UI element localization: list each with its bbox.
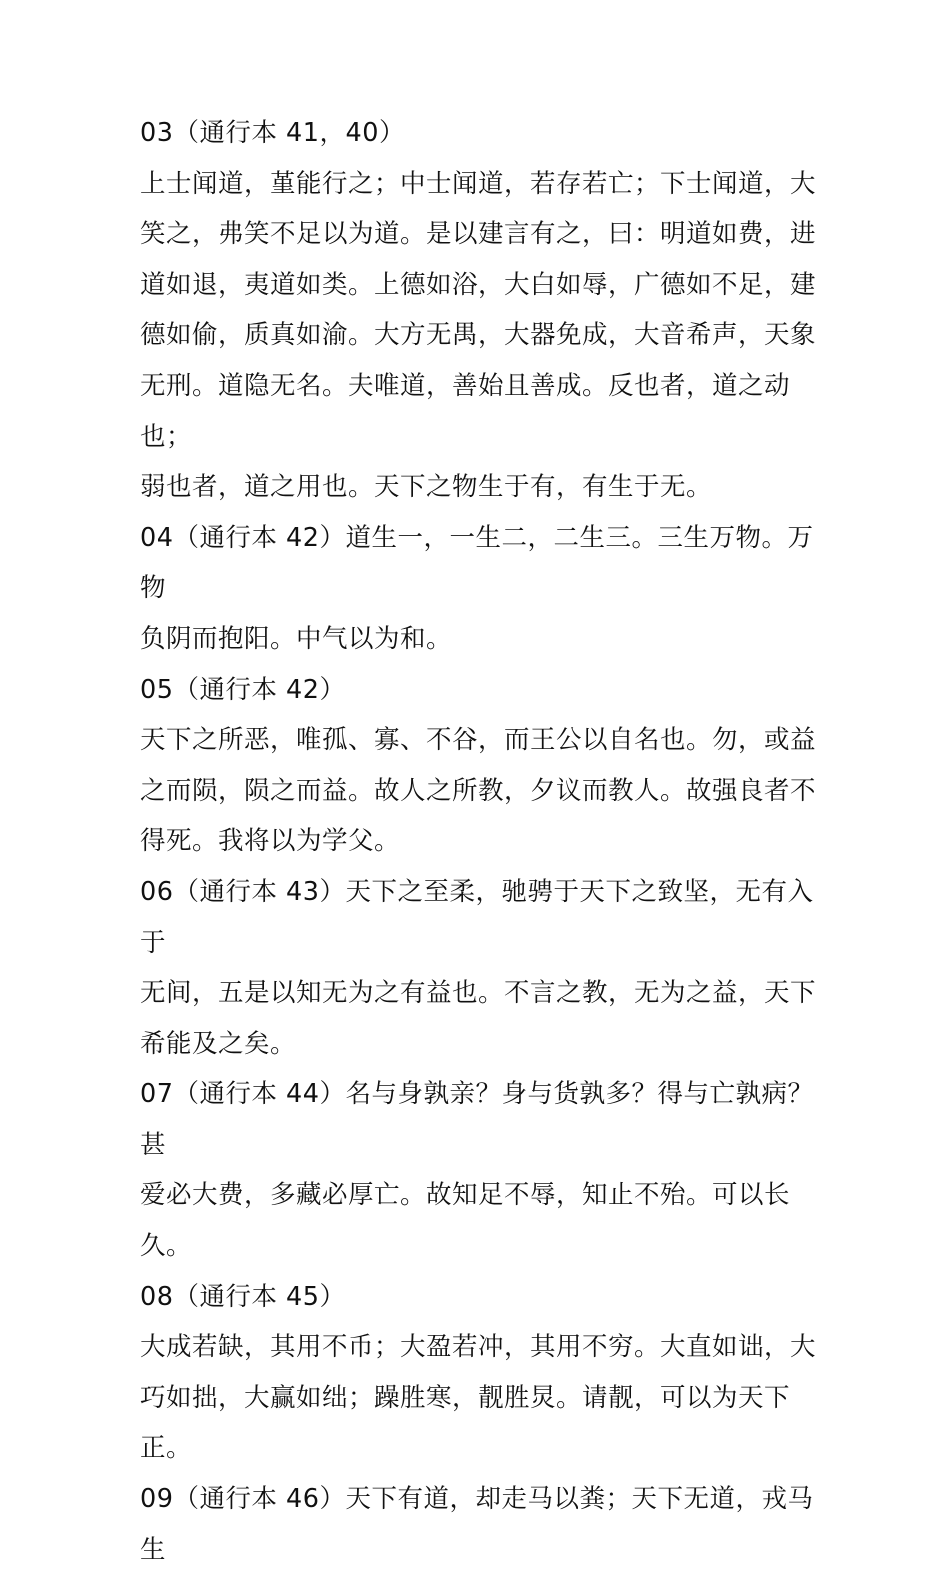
section-text-03: 上士闻道，堇能行之；中士闻道，若存若亡；下士闻道，大 笑之，弗笑不足以为道。是以建言有之，曰：明道如费，进 道如退，夷道如类。上德如浴，大白如辱，广德如不足，建 德如偷，质真如渝。大方无禺，大器免成，大音希声，天象 无刑。道隐无名。夫唯道，善始且善成。反也者，道之动也； 弱也者，道之用也。天下之物生于有，有生于无。 — [140, 168, 817, 503]
section-heading-03: 03（通行本 41，40） — [140, 118, 405, 148]
section-text-08: 大成若缺，其用不币；大盈若冲，其用不穷。大直如诎，大 巧如拙，大赢如绌；躁胜寒，靓胜炅。请靓，可以为天下正。 — [140, 1332, 817, 1464]
section-text-06: 06（通行本 43）天下之至柔，驰骋于天下之致坚，无有入于 无间，五是以知无为之有益也。不言之教，无为之益，天下 希能及之矣。 — [140, 876, 817, 1059]
section-text-09: 09（通行本 46）天下有道，却走马以粪；天下无道，戎马生 — [140, 1484, 814, 1565]
section-text-04: 04（通行本 42）道生一，一生二，二生三。三生万物。万物 负阴而抱阳。中气以为和。 — [140, 522, 814, 654]
section-text-05: 天下之所恶，唯孤、寡、不谷，而王公以自名也。勿，或益 之而陨，陨之而益。故人之所教，夕议而教人。故强良者不 得死。我将以为学父。 — [140, 725, 817, 857]
text-body — [140, 108, 820, 1575]
section-text-07: 07（通行本 44）名与身孰亲？身与货孰多？得与亡孰病？甚 爱必大费，多藏必厚亡。故知足不辱，知止不殆。可以长久。 — [140, 1079, 814, 1262]
section-heading-08: 08（通行本 45） — [140, 1281, 346, 1312]
section-heading-05: 05（通行本 42） — [140, 674, 346, 705]
